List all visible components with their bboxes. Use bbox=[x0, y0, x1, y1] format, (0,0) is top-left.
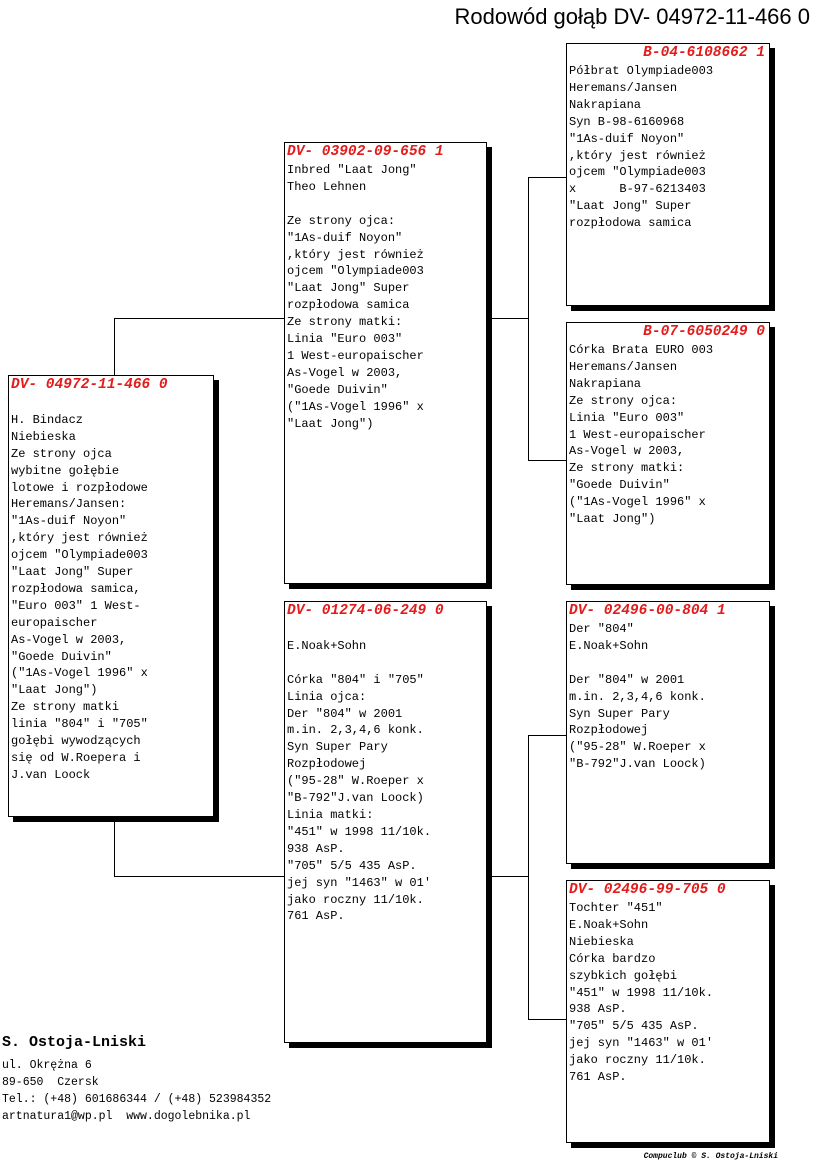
pedigree-text bbox=[11, 412, 211, 784]
text-line: Tochter "451" bbox=[569, 901, 663, 915]
pigeon-card-father-mother bbox=[566, 322, 770, 585]
text-line: Linia "Euro 003" bbox=[287, 332, 403, 347]
connector-line bbox=[528, 1019, 567, 1020]
text-line bbox=[287, 621, 484, 638]
text-line: Der "804" bbox=[569, 622, 634, 636]
text-line: szybkich gołębi bbox=[569, 968, 678, 983]
text-line: Półbrat Olympiade003 bbox=[569, 64, 714, 78]
pedigree-text bbox=[569, 63, 767, 232]
pigeon-card-subject bbox=[8, 375, 214, 817]
text-line: "B-792"J.van Loock) bbox=[287, 791, 424, 806]
text-line: Rozpłodowej bbox=[569, 723, 649, 738]
text-line: "451" w 1998 11/10k. bbox=[287, 824, 432, 839]
text-line: "Laat Jong" Super bbox=[11, 565, 134, 580]
text-line: Linia "Euro 003" bbox=[569, 410, 685, 425]
text-line: Ze strony matki bbox=[11, 700, 120, 715]
text-line: "Goede Duivin" bbox=[569, 478, 670, 493]
ring-number: B-04-6108662 1 bbox=[643, 45, 765, 61]
pedigree-text bbox=[287, 621, 484, 925]
text-line: m.in. 2,3,4,6 konk. bbox=[569, 689, 706, 704]
text-line: 1 West-europaischer bbox=[569, 427, 706, 442]
text-line: Linia ojca: bbox=[287, 689, 367, 704]
text-line: As-Vogel w 2003, bbox=[11, 632, 127, 647]
text-line: Nakrapiana bbox=[569, 97, 642, 112]
text-line: "705" 5/5 435 AsP. bbox=[569, 1019, 699, 1034]
text-line: J.van Loock bbox=[11, 767, 91, 782]
text-line: ("95-28" W.Roeper x bbox=[287, 774, 424, 789]
text-line: europaischer bbox=[11, 615, 98, 630]
text-line: "Laat Jong" Super bbox=[569, 199, 692, 214]
text-line: Córka "804" i "705" bbox=[287, 672, 424, 687]
text-line: ,który jest również bbox=[287, 247, 424, 262]
text-line: Ze strony matki: bbox=[287, 315, 403, 330]
text-line: Theo Lehnen bbox=[287, 179, 367, 194]
pigeon-card-father-father bbox=[566, 43, 770, 306]
text-line: Linia matki: bbox=[287, 807, 374, 822]
pigeon-card-mother-father bbox=[566, 601, 770, 864]
text-line: ojcem "Olympiade003 bbox=[11, 548, 148, 563]
pigeon-card-mother bbox=[284, 601, 487, 1043]
text-line: Ze strony ojca: bbox=[287, 213, 396, 228]
text-line: Heremans/Jansen bbox=[569, 80, 678, 95]
connector-line bbox=[114, 816, 115, 876]
text-line: Ze strony matki: bbox=[569, 461, 685, 476]
pedigree-text bbox=[569, 900, 767, 1086]
text-line: gołębi wywodzących bbox=[11, 734, 141, 749]
text-line: "1As-duif Noyon" bbox=[11, 514, 127, 529]
text-line: jej syn "1463" w 01' bbox=[569, 1036, 714, 1051]
text-line: Syn B-98-6160968 bbox=[569, 114, 685, 129]
page-title: Rodowód gołąb DV- 04972-11-466 0 bbox=[454, 4, 810, 29]
text-line: rozpłodowa samica, bbox=[11, 581, 141, 596]
text-line: Der "804" w 2001 bbox=[287, 706, 403, 721]
connector-line bbox=[528, 735, 529, 1020]
ring-number: DV- 02496-99-705 0 bbox=[569, 882, 726, 898]
pigeon-card-mother-mother bbox=[566, 880, 770, 1143]
text-line: rozpłodowa samica bbox=[569, 216, 692, 231]
text-line bbox=[569, 655, 767, 672]
spacer bbox=[11, 394, 211, 411]
connector-line bbox=[528, 735, 567, 736]
text-line: linia "804" i "705" bbox=[11, 717, 148, 732]
text-line: rozpłodowa samica bbox=[287, 298, 410, 313]
owner-city: 89-650 Czersk bbox=[2, 1076, 99, 1089]
text-line: ojcem "Olympiade003 bbox=[287, 264, 424, 279]
ring-number: DV- 01274-06-249 0 bbox=[287, 603, 444, 619]
text-line: "Laat Jong" Super bbox=[287, 281, 410, 296]
ring-number: DV- 02496-00-804 1 bbox=[569, 603, 726, 619]
text-line: Der "804" w 2001 bbox=[569, 672, 685, 687]
text-line: "1As-duif Noyon" bbox=[287, 230, 403, 245]
owner-name: S. Ostoja-Lniski bbox=[2, 1034, 147, 1051]
text-line: H. Bindacz bbox=[11, 412, 84, 427]
text-line: ("1As-Vogel 1996" x bbox=[287, 399, 424, 414]
text-line: x B-97-6213403 bbox=[569, 182, 706, 197]
text-line: "Goede Duivin" bbox=[11, 649, 112, 664]
text-line: Syn Super Pary bbox=[287, 740, 388, 755]
pigeon-card-father bbox=[284, 142, 487, 584]
text-line: Rozpłodowej bbox=[287, 757, 367, 772]
text-line: Ze strony ojca bbox=[11, 446, 112, 461]
ring-number: B-07-6050249 0 bbox=[643, 324, 765, 340]
text-line: jako roczny 11/10k. bbox=[569, 1053, 706, 1068]
text-line: Syn Super Pary bbox=[569, 706, 670, 721]
pedigree-text bbox=[569, 621, 767, 773]
connector-line bbox=[485, 318, 529, 319]
text-line: 1 West-europaischer bbox=[287, 348, 424, 363]
connector-line bbox=[528, 177, 567, 178]
text-line: ("95-28" W.Roeper x bbox=[569, 740, 706, 755]
text-line: 761 AsP. bbox=[569, 1070, 627, 1085]
text-line: lotowe i rozpłodowe bbox=[11, 480, 148, 495]
text-line: 938 AsP. bbox=[287, 841, 345, 856]
text-line: m.in. 2,3,4,6 konk. bbox=[287, 723, 424, 738]
text-line: "Euro 003" 1 West- bbox=[11, 598, 141, 613]
owner-web[interactable]: artnatura1@wp.pl www.dogolebnika.pl bbox=[2, 1110, 251, 1123]
text-line: jej syn "1463" w 01' bbox=[287, 875, 432, 890]
text-line: Ze strony ojca: bbox=[569, 393, 678, 408]
text-line: "451" w 1998 11/10k. bbox=[569, 985, 714, 1000]
text-line: ojcem "Olympiade003 bbox=[569, 165, 706, 180]
text-line: się od W.Roepera i bbox=[11, 751, 141, 766]
text-line: Niebieska bbox=[11, 429, 76, 444]
text-line: ,który jest również bbox=[569, 148, 706, 163]
text-line: Córka Brata EURO 003 bbox=[569, 343, 714, 357]
connector-line bbox=[114, 318, 285, 319]
text-line bbox=[287, 655, 484, 672]
text-line: jako roczny 11/10k. bbox=[287, 892, 424, 907]
text-line: Córka bardzo bbox=[569, 951, 656, 966]
text-line: "B-792"J.van Loock) bbox=[569, 757, 706, 772]
footer-credit: Compuclub © S. Ostoja-Lniski bbox=[643, 1152, 778, 1161]
text-line: "Laat Jong") bbox=[11, 683, 98, 698]
pedigree-text bbox=[287, 162, 484, 433]
text-line: Heremans/Jansen bbox=[569, 359, 678, 374]
text-line: Inbred "Laat Jong" bbox=[287, 163, 417, 177]
text-line: "Laat Jong") bbox=[569, 512, 656, 527]
owner-info bbox=[2, 1034, 271, 1125]
text-line: As-Vogel w 2003, bbox=[287, 365, 403, 380]
connector-line bbox=[528, 460, 567, 461]
text-line: E.Noak+Sohn bbox=[287, 638, 367, 653]
connector-line bbox=[114, 318, 115, 376]
owner-address: ul. Okrężna 6 bbox=[2, 1059, 92, 1072]
connector-line bbox=[114, 876, 285, 877]
text-line: ("1As-Vogel 1996" x bbox=[11, 666, 148, 681]
text-line: Niebieska bbox=[569, 934, 634, 949]
text-line: As-Vogel w 2003, bbox=[569, 444, 685, 459]
text-line: wybitne gołębie bbox=[11, 463, 120, 478]
text-line bbox=[287, 196, 484, 213]
text-line: ("1As-Vogel 1996" x bbox=[569, 495, 706, 510]
ring-number: DV- 03902-09-656 1 bbox=[287, 144, 444, 160]
text-line: "705" 5/5 435 AsP. bbox=[287, 858, 417, 873]
text-line: Heremans/Jansen: bbox=[11, 497, 127, 512]
text-line: "1As-duif Noyon" bbox=[569, 131, 685, 146]
owner-phone: Tel.: (+48) 601686344 / (+48) 523984352 bbox=[2, 1093, 272, 1106]
text-line: 761 AsP. bbox=[287, 909, 345, 924]
text-line: ,który jest również bbox=[11, 531, 148, 546]
connector-line bbox=[528, 177, 529, 460]
text-line: Nakrapiana bbox=[569, 376, 642, 391]
ring-number: DV- 04972-11-466 0 bbox=[11, 377, 168, 393]
text-line: E.Noak+Sohn bbox=[569, 638, 649, 653]
connector-line bbox=[485, 876, 529, 877]
text-line: "Goede Duivin" bbox=[287, 382, 388, 397]
text-line: "Laat Jong") bbox=[287, 416, 374, 431]
pedigree-text bbox=[569, 342, 767, 528]
text-line: 938 AsP. bbox=[569, 1002, 627, 1017]
text-line: E.Noak+Sohn bbox=[569, 917, 649, 932]
